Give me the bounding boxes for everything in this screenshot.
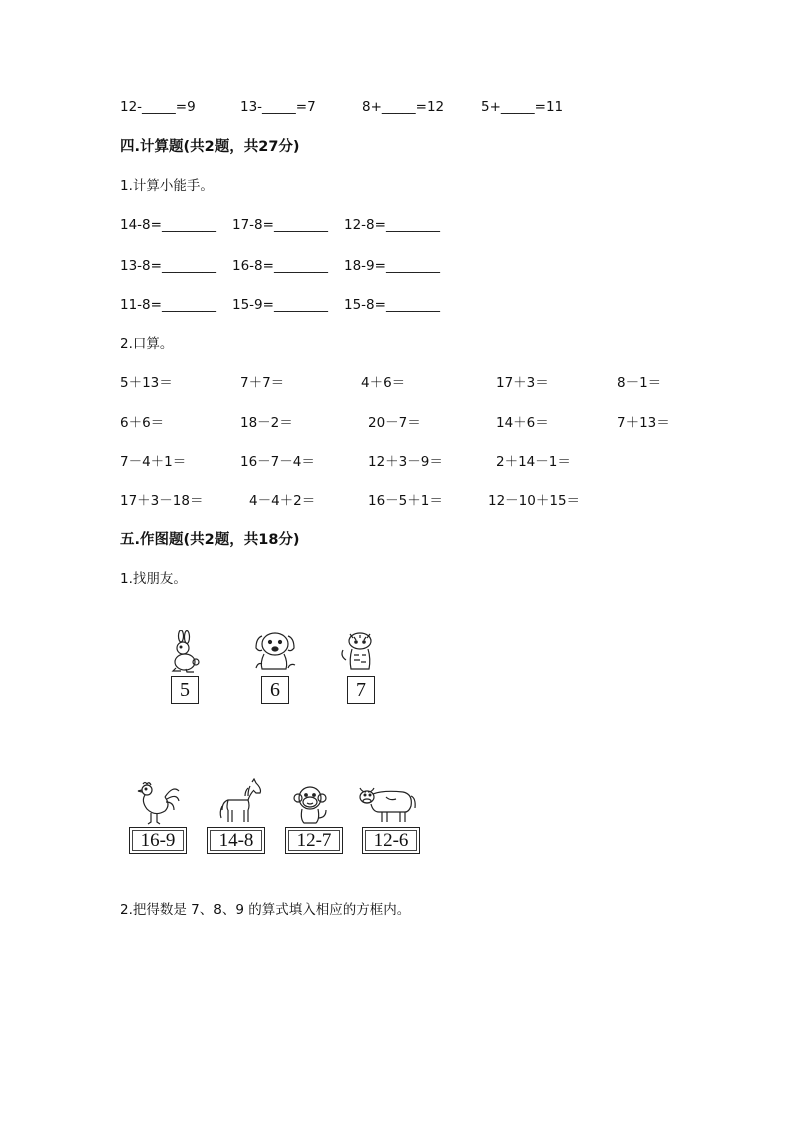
section4-q1-title: 1.计算小能手。 xyxy=(120,178,214,194)
calc-item: 13-8=________ xyxy=(120,258,216,274)
calc-item: 16-8=________ xyxy=(232,258,328,274)
expr-box-12-7: 12-7 xyxy=(285,827,343,854)
oral-item: 8－1＝ xyxy=(617,375,662,391)
oral-item: 7＋7＝ xyxy=(240,375,285,391)
oral-item: 16－7－4＝ xyxy=(240,454,315,470)
oral-item: 17＋3＝ xyxy=(496,375,549,391)
oral-item: 7－4＋1＝ xyxy=(120,454,187,470)
puppy-icon xyxy=(252,628,298,674)
cow-icon xyxy=(356,782,418,826)
calc-item: 14-8=________ xyxy=(120,217,216,233)
monkey-icon xyxy=(290,784,330,826)
oral-item: 17＋3－18＝ xyxy=(120,493,204,509)
oral-item: 18－2＝ xyxy=(240,415,293,431)
oral-item: 20－7＝ xyxy=(368,415,421,431)
oral-item: 4－4＋2＝ xyxy=(249,493,316,509)
expr-box-16-9: 16-9 xyxy=(129,827,187,854)
tiger-icon xyxy=(338,628,382,674)
number-box-6: 6 xyxy=(261,676,289,704)
oral-item: 12＋3－9＝ xyxy=(368,454,443,470)
calc-item: 18-9=________ xyxy=(344,258,440,274)
calc-item: 15-9=________ xyxy=(232,297,328,313)
calc-item: 17-8=________ xyxy=(232,217,328,233)
calc-item: 15-8=________ xyxy=(344,297,440,313)
oral-item: 16－5＋1＝ xyxy=(368,493,443,509)
oral-item: 14＋6＝ xyxy=(496,415,549,431)
section4-q2-title: 2.口算。 xyxy=(120,336,174,352)
horse-icon xyxy=(218,778,264,826)
oral-item: 2＋14－1＝ xyxy=(496,454,571,470)
section5-heading: 五.作图题(共2题，共18分) xyxy=(120,532,300,548)
calc-item: 12-8=________ xyxy=(344,217,440,233)
number-box-7: 7 xyxy=(347,676,375,704)
section4-heading: 四.计算题(共2题，共27分) xyxy=(120,139,300,155)
section5-q1-title: 1.找朋友。 xyxy=(120,571,187,587)
oral-item: 4＋6＝ xyxy=(361,375,406,391)
oral-item: 6＋6＝ xyxy=(120,415,165,431)
expr-box-12-6: 12-6 xyxy=(362,827,420,854)
blank-eq-3: 8+_____=12 xyxy=(362,99,445,115)
rabbit-icon xyxy=(166,630,204,674)
calc-item: 11-8=________ xyxy=(120,297,216,313)
oral-item: 5＋13＝ xyxy=(120,375,173,391)
oral-item: 7＋13＝ xyxy=(617,415,670,431)
blank-eq-2: 13-_____=7 xyxy=(240,99,316,115)
blank-eq-4: 5+_____=11 xyxy=(481,99,564,115)
blank-eq-1: 12-_____=9 xyxy=(120,99,196,115)
section5-q2-title: 2.把得数是 7、8、9 的算式填入相应的方框内。 xyxy=(120,902,411,918)
expr-box-14-8: 14-8 xyxy=(207,827,265,854)
number-box-5: 5 xyxy=(171,676,199,704)
oral-item: 12－10＋15＝ xyxy=(488,493,581,509)
rooster-icon xyxy=(133,780,185,826)
